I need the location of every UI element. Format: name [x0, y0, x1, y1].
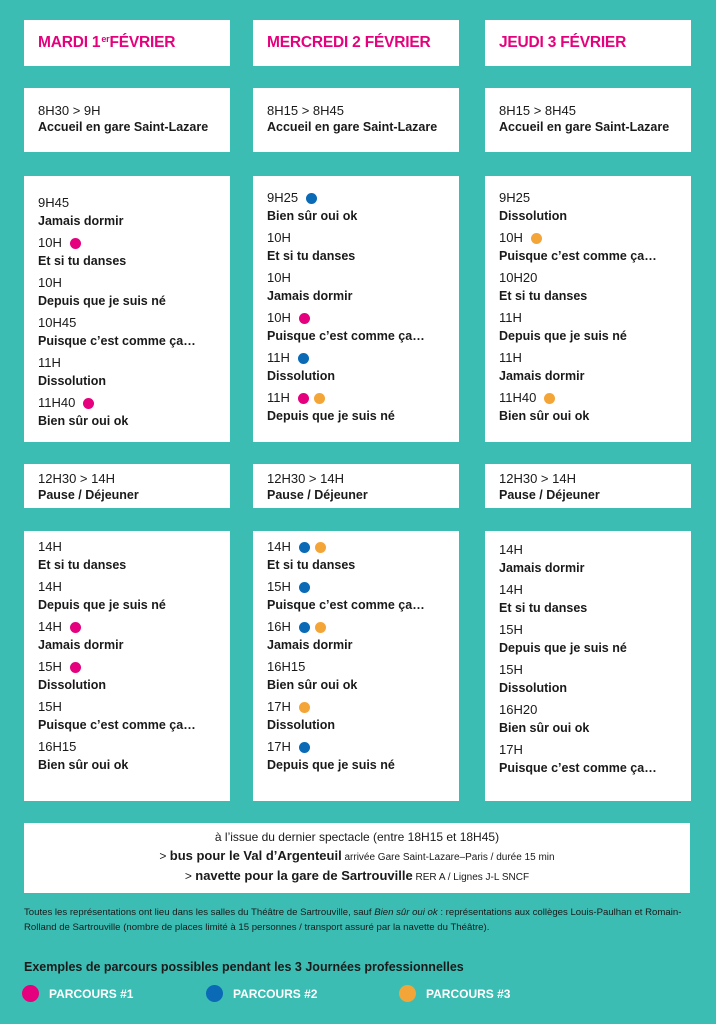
afternoon-card-tuesday [24, 531, 230, 801]
morning-card-wednesday [253, 176, 459, 442]
event-time: 14H [499, 582, 523, 597]
lunch-time: 12H30 > 14H [38, 471, 115, 486]
event-time: 11H [499, 350, 522, 365]
event-name: Et si tu danses [38, 558, 127, 572]
event-name: Jamais dormir [38, 214, 124, 228]
schedule-item [499, 740, 691, 780]
schedule-item [267, 228, 459, 268]
event-time: 11H40 [499, 390, 537, 405]
event-name: Bien sûr oui ok [499, 721, 590, 735]
event-time: 11H [267, 350, 290, 365]
event-name: Et si tu danses [267, 558, 356, 572]
event-name: Bien sûr oui ok [38, 758, 129, 772]
day-title-superscript: er [101, 34, 110, 44]
parcours1-dot-icon [70, 662, 81, 673]
schedule-item [499, 660, 691, 700]
event-time: 15H [267, 579, 291, 594]
day-title: JEUDI 3 FÉVRIER [499, 34, 627, 51]
event-time: 10H [38, 275, 62, 290]
event-time: 16H15 [38, 739, 77, 754]
parcours1-dot-icon [298, 393, 309, 404]
parcours3-dot-icon [314, 393, 325, 404]
schedule-item [38, 737, 230, 777]
event-name: Jamais dormir [267, 638, 353, 652]
lunch-card-thursday [485, 464, 691, 508]
event-name: Bien sûr oui ok [267, 678, 358, 692]
schedule-item [267, 348, 459, 388]
event-time: 10H20 [499, 270, 538, 285]
event-time: 9H25 [267, 190, 299, 205]
lunch-label: Pause / Déjeuner [499, 488, 600, 502]
event-name: Et si tu danses [499, 289, 588, 303]
navette-prefix: > [184, 869, 196, 883]
event-name: Et si tu danses [38, 254, 127, 268]
parcours2-dot-icon [299, 542, 310, 553]
event-time: 16H [267, 619, 291, 634]
arrival-card-thursday [485, 88, 691, 152]
event-name: Puisque c’est comme ça… [267, 329, 425, 343]
parcours3-dot-icon [531, 233, 542, 244]
parcours1-dot-icon [83, 398, 94, 409]
schedule-item [499, 388, 691, 428]
event-name: Jamais dormir [499, 561, 585, 575]
parcours3-dot-icon [544, 393, 555, 404]
day-header-tuesday [24, 20, 230, 66]
event-time: 14H [38, 539, 62, 554]
day-title-rest: FÉVRIER [109, 34, 176, 51]
event-time: 17H [267, 699, 291, 714]
parcours2-dot-icon [299, 582, 310, 593]
afternoon-card-thursday [485, 531, 691, 801]
event-name: Et si tu danses [499, 601, 588, 615]
bus-details: arrivée Gare Saint-Lazare–Paris / durée 15 min [341, 851, 555, 863]
schedule-item [38, 537, 230, 577]
legend-label: PARCOURS #1 [49, 986, 134, 1001]
event-time: 10H [267, 230, 291, 245]
schedule-item [499, 348, 691, 388]
schedule-item [267, 268, 459, 308]
arrival-card-tuesday [24, 88, 230, 152]
bus-line [24, 847, 690, 868]
transport-intro: à l’issue du dernier spectacle (entre 18H15 et 18H45) [214, 830, 500, 844]
schedule-item [499, 308, 691, 348]
schedule-item [499, 188, 691, 228]
event-name: Depuis que je suis né [267, 409, 395, 423]
schedule-item [38, 353, 230, 393]
event-time: 11H [267, 390, 290, 405]
note-show-name: Bien sûr oui ok [374, 907, 438, 918]
day-title: MARDI 1 [38, 34, 101, 51]
event-name: Depuis que je suis né [267, 758, 395, 772]
legend-label: PARCOURS #3 [426, 986, 511, 1001]
schedule-item [38, 193, 230, 233]
schedule-item [267, 737, 459, 777]
event-time: 10H [267, 270, 291, 285]
event-name: Dissolution [267, 369, 336, 383]
event-name: Jamais dormir [38, 638, 124, 652]
schedule-item [267, 657, 459, 697]
bus-prefix: > [159, 848, 170, 863]
event-time: 14H [38, 619, 62, 634]
schedule-item [38, 657, 230, 697]
schedule-item [38, 577, 230, 617]
schedule-item [267, 388, 459, 428]
schedule-item [499, 540, 691, 580]
event-name: Dissolution [38, 678, 107, 692]
schedule-item [267, 577, 459, 617]
schedule-item [267, 537, 459, 577]
event-time: 17H [499, 742, 523, 757]
schedule-item [38, 617, 230, 657]
schedule-item [499, 228, 691, 268]
legend-item-parcours-1 [22, 985, 133, 1002]
bus-title: bus pour le Val d’Argenteuil [169, 847, 342, 863]
venue-note [24, 905, 694, 935]
parcours2-dot-icon [299, 742, 310, 753]
event-time: 10H [38, 235, 62, 250]
event-name: Depuis que je suis né [38, 294, 166, 308]
schedule-item [267, 188, 459, 228]
event-name: Puisque c’est comme ça… [38, 334, 196, 348]
event-name: Bien sûr oui ok [38, 414, 129, 428]
event-name: Dissolution [499, 681, 568, 695]
event-time: 14H [38, 579, 62, 594]
event-time: 15H [499, 622, 523, 637]
parcours1-dot-icon [70, 622, 81, 633]
morning-card-thursday [485, 176, 691, 442]
afternoon-card-wednesday [253, 531, 459, 801]
schedule-item [38, 697, 230, 737]
event-time: 15H [38, 699, 62, 714]
event-name: Depuis que je suis né [38, 598, 166, 612]
parcours2-dot-icon [298, 353, 309, 364]
morning-card-tuesday [24, 176, 230, 442]
arrival-card-wednesday [253, 88, 459, 152]
schedule-item [499, 620, 691, 660]
event-time: 10H45 [38, 315, 77, 330]
legend-item-parcours-2 [206, 985, 317, 1002]
event-name: Bien sûr oui ok [499, 409, 590, 423]
arrival-label: Accueil en gare Saint-Lazare [499, 120, 670, 134]
event-name: Jamais dormir [499, 369, 585, 383]
navette-details: RER A / Lignes J-L SNCF [412, 872, 530, 883]
lunch-time: 12H30 > 14H [267, 471, 344, 486]
schedule-item [499, 268, 691, 308]
event-name: Jamais dormir [267, 289, 353, 303]
event-time: 14H [499, 542, 523, 557]
event-name: Et si tu danses [267, 249, 356, 263]
legend-title: Exemples de parcours possibles pendant les 3 Journées professionnelles [24, 960, 464, 974]
arrival-time: 8H30 > 9H [38, 103, 101, 118]
arrival-label: Accueil en gare Saint-Lazare [267, 120, 438, 134]
parcours3-dot-icon [315, 622, 326, 633]
arrival-time: 8H15 > 8H45 [267, 103, 344, 118]
parcours3-dot-icon [315, 542, 326, 553]
event-name: Dissolution [38, 374, 107, 388]
navette-line [24, 867, 690, 888]
event-time: 15H [38, 659, 62, 674]
event-time: 16H20 [499, 702, 538, 717]
event-name: Bien sûr oui ok [267, 209, 358, 223]
event-name: Dissolution [267, 718, 336, 732]
event-name: Dissolution [499, 209, 568, 223]
parcours2-dot-icon [306, 193, 317, 204]
arrival-time: 8H15 > 8H45 [499, 103, 576, 118]
parcours-2-dot-icon [206, 985, 223, 1002]
legend-item-parcours-3 [399, 985, 510, 1002]
event-time: 16H15 [267, 659, 306, 674]
event-time: 9H25 [499, 190, 531, 205]
schedule-item [267, 697, 459, 737]
event-time: 10H [499, 230, 523, 245]
event-name: Puisque c’est comme ça… [499, 761, 657, 775]
event-time: 9H45 [38, 195, 70, 210]
schedule-item [499, 580, 691, 620]
schedule-item [38, 233, 230, 273]
schedule-item [267, 617, 459, 657]
event-time: 14H [267, 539, 291, 554]
lunch-label: Pause / Déjeuner [267, 488, 368, 502]
parcours3-dot-icon [299, 702, 310, 713]
schedule-item [267, 308, 459, 348]
event-name: Puisque c’est comme ça… [38, 718, 196, 732]
event-time: 17H [267, 739, 291, 754]
day-header-wednesday [253, 20, 459, 66]
event-name: Puisque c’est comme ça… [267, 598, 425, 612]
parcours-3-dot-icon [399, 985, 416, 1002]
event-name: Depuis que je suis né [499, 641, 627, 655]
arrival-label: Accueil en gare Saint-Lazare [38, 120, 209, 134]
lunch-label: Pause / Déjeuner [38, 488, 139, 502]
event-time: 11H40 [38, 395, 76, 410]
schedule-item [38, 313, 230, 353]
navette-title: navette pour la gare de Sartrouville [195, 868, 413, 883]
schedule-item [38, 393, 230, 433]
schedule-item [38, 273, 230, 313]
schedule-item [499, 700, 691, 740]
parcours2-dot-icon [299, 622, 310, 633]
note-text-1: Toutes les représentations ont lieu dans les salles du Théâtre de Sartrouville, sauf [24, 907, 375, 918]
transport-card [24, 823, 690, 893]
note-text-2: : représentations aux collèges Louis-Paulhan et Romain-Rolland de Sartrouville (nombre de places limité à 15 personnes / transport assuré par la navette du Théâtre). [24, 907, 682, 933]
day-header-thursday [485, 20, 691, 66]
parcours-1-dot-icon [22, 985, 39, 1002]
lunch-card-tuesday [24, 464, 230, 508]
event-name: Depuis que je suis né [499, 329, 627, 343]
lunch-time: 12H30 > 14H [499, 471, 576, 486]
parcours1-dot-icon [70, 238, 81, 249]
parcours1-dot-icon [299, 313, 310, 324]
event-time: 11H [38, 355, 61, 370]
event-name: Puisque c’est comme ça… [499, 249, 657, 263]
day-title: MERCREDI 2 FÉVRIER [267, 34, 431, 51]
lunch-card-wednesday [253, 464, 459, 508]
event-time: 15H [499, 662, 523, 677]
legend-label: PARCOURS #2 [233, 986, 318, 1001]
event-time: 11H [499, 310, 522, 325]
event-time: 10H [267, 310, 291, 325]
